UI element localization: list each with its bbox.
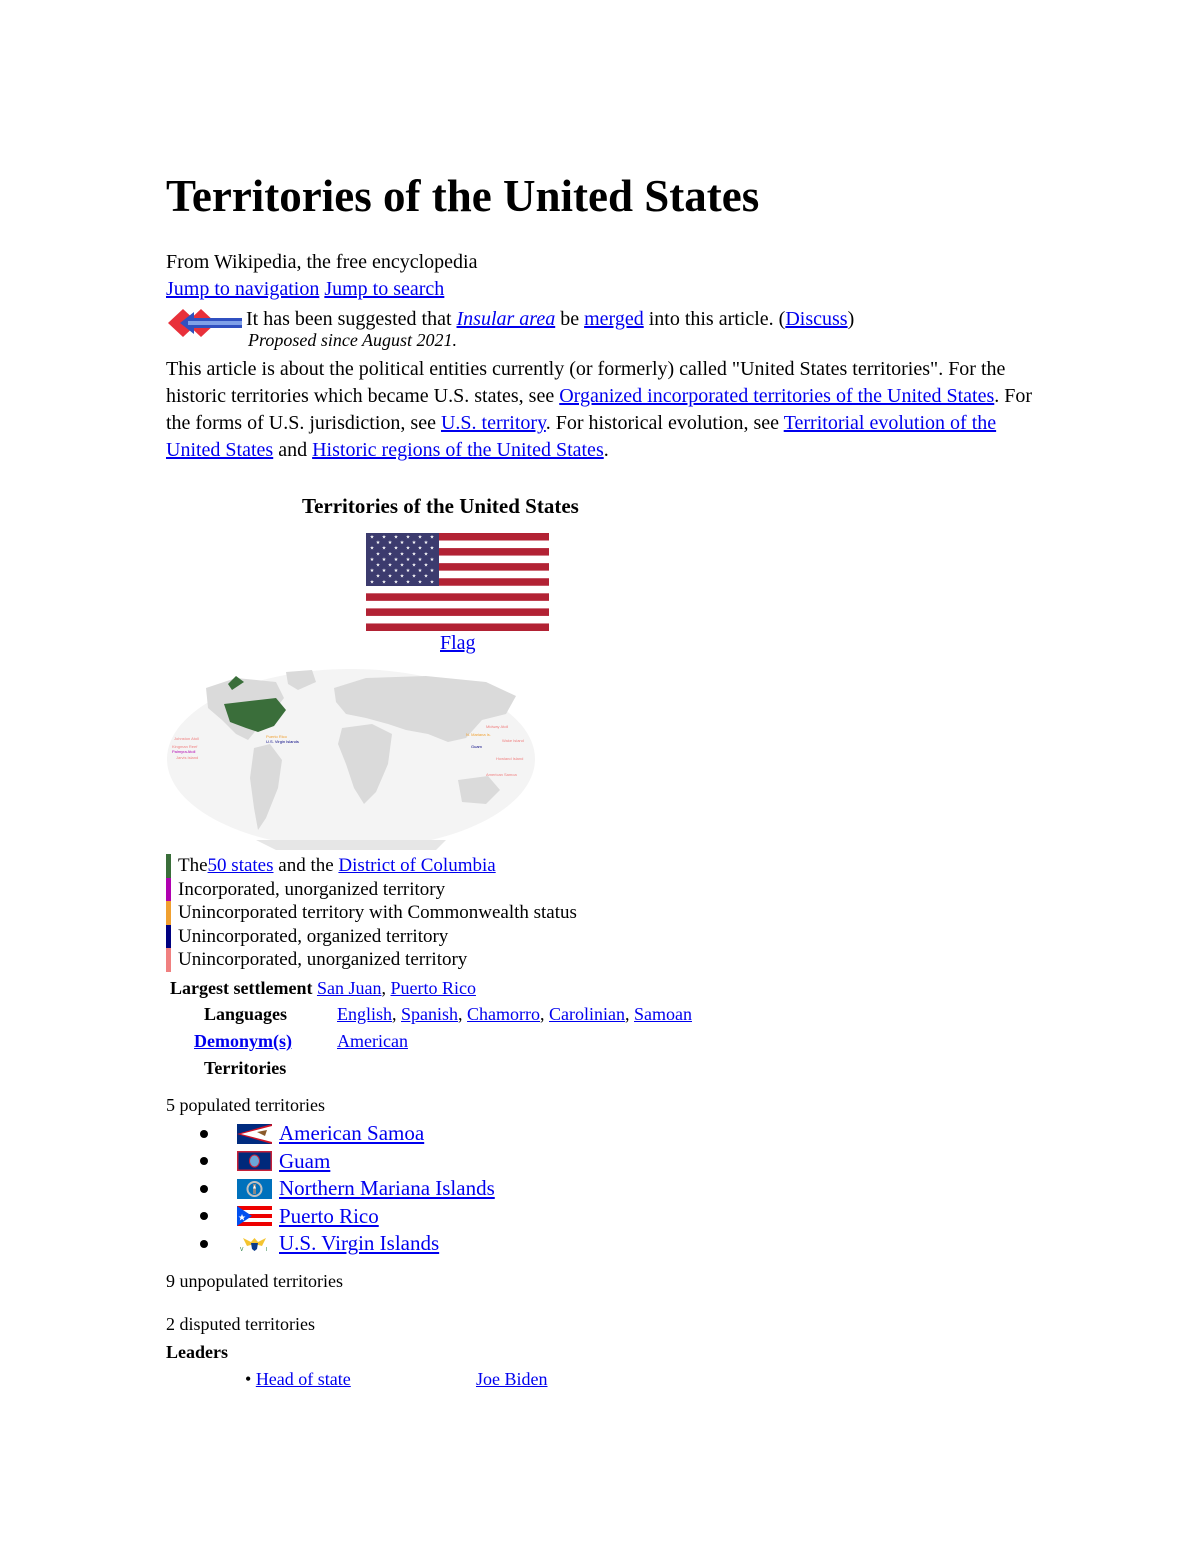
list-item [200, 1120, 495, 1148]
unpopulated-territories: 9 unpopulated territories [166, 1271, 343, 1291]
american-samoa-link[interactable]: American Samoa [279, 1121, 425, 1146]
district-of-columbia-link[interactable]: District of Columbia [338, 855, 496, 876]
san-juan-link[interactable]: San Juan [316, 978, 382, 998]
svg-text:★: ★ [381, 545, 387, 552]
svg-text:★: ★ [393, 545, 399, 552]
organized-incorporated-territories-link[interactable]: Organized incorporated territories of the United States [559, 385, 995, 407]
leaders-label: Leaders [166, 1342, 228, 1362]
svg-text:★: ★ [393, 568, 399, 575]
svg-text:★: ★ [399, 562, 405, 569]
svg-text:Puerto Rico: Puerto Rico [266, 734, 287, 739]
svg-text:★: ★ [405, 568, 411, 575]
legend-text: Unincorporated territory with Commonwealth status [178, 902, 577, 923]
demonym-link[interactable]: Demonym(s) [194, 1031, 292, 1051]
merge-text-3: into this article. ( [643, 308, 786, 330]
legend-text: Unincorporated, organized territory [178, 925, 449, 947]
svg-text:★: ★ [423, 551, 429, 558]
guam-flag-icon [237, 1151, 272, 1171]
svg-text:Jarvis Island: Jarvis Island [176, 755, 199, 760]
svg-text:★: ★ [369, 545, 375, 552]
svg-text:Kingman Reef: Kingman Reef [172, 744, 198, 749]
svg-text:★: ★ [381, 579, 387, 586]
svg-text:★: ★ [423, 562, 429, 569]
jump-to-search-link[interactable]: Jump to search [324, 278, 445, 300]
american-samoa-flag-icon [237, 1124, 272, 1144]
svg-text:★: ★ [417, 534, 423, 541]
territorial-evolution-link[interactable]: Territorial evolution of the United States [166, 412, 997, 461]
svg-text:★: ★ [381, 556, 387, 563]
discuss-link[interactable]: Discuss [785, 308, 848, 330]
populated-territories-list [200, 1120, 495, 1258]
hatnote [166, 356, 1046, 464]
svg-text:★: ★ [405, 579, 411, 586]
svg-text:V: V [240, 1246, 244, 1253]
svg-text:★: ★ [411, 551, 417, 558]
svg-text:★: ★ [417, 545, 423, 552]
svg-text:★: ★ [387, 562, 393, 569]
svg-text:★: ★ [369, 556, 375, 563]
language-link-carolinian[interactable]: Carolinian [549, 1004, 625, 1024]
bullet-icon [200, 1240, 208, 1248]
svg-text:★: ★ [375, 573, 381, 580]
svg-text:★: ★ [399, 573, 405, 580]
svg-text:American Samoa: American Samoa [486, 772, 517, 777]
bullet-icon [200, 1185, 208, 1193]
separator: , [381, 978, 391, 998]
bullet-icon [200, 1157, 208, 1165]
puerto-rico-link[interactable]: Puerto Rico [390, 978, 476, 998]
us-flag-image[interactable] [366, 533, 549, 636]
svg-text:★: ★ [405, 534, 411, 541]
flag-caption [440, 632, 476, 655]
svg-text:★: ★ [375, 540, 381, 547]
us-virgin-islands-link[interactable]: U.S. Virgin Islands [279, 1231, 440, 1256]
svg-text:★: ★ [369, 579, 375, 586]
legend-swatch [166, 925, 171, 949]
svg-text:N. Mariana Is.: N. Mariana Is. [466, 732, 491, 737]
language-link-samoan[interactable]: Samoan [634, 1004, 692, 1024]
svg-text:★: ★ [369, 534, 375, 541]
demonym-value [337, 1029, 408, 1053]
merge-text-1: It has been suggested that [246, 308, 457, 330]
svg-text:Palmyra Atoll: Palmyra Atoll [172, 749, 196, 754]
svg-text:★: ★ [411, 562, 417, 569]
tagline: From Wikipedia, the free encyclopedia [166, 251, 478, 273]
svg-text:★: ★ [417, 556, 423, 563]
legend-text: The [178, 855, 208, 876]
language-link-spanish[interactable]: Spanish [401, 1004, 459, 1024]
svg-text:U.S. Virgin Islands: U.S. Virgin Islands [266, 739, 299, 744]
merge-notice [246, 306, 854, 333]
infobox-title: Territories of the United States [302, 494, 579, 518]
hatnote-text-1: This article is about the political entities currently (or formerly) called "United States territories". For the historic territories which became U.S. states, see [166, 358, 1006, 407]
disputed-territories: 2 disputed territories [166, 1314, 315, 1334]
svg-text:★: ★ [393, 556, 399, 563]
head-of-state-link[interactable]: Head of state [255, 1369, 351, 1389]
list-item [200, 1203, 495, 1231]
insular-area-link[interactable]: Insular area [456, 308, 556, 330]
historic-regions-link[interactable]: Historic regions of the United States [312, 439, 604, 461]
svg-text:★: ★ [417, 579, 423, 586]
language-link-chamorro[interactable]: Chamorro [467, 1004, 541, 1024]
svg-text:Wake Island: Wake Island [502, 738, 524, 743]
svg-text:★: ★ [429, 534, 435, 541]
jump-to-navigation-link[interactable]: Jump to navigation [166, 278, 320, 300]
svg-text:★: ★ [429, 545, 435, 552]
svg-text:★: ★ [429, 579, 435, 586]
svg-text:★: ★ [405, 556, 411, 563]
puerto-rico-flag-icon [237, 1206, 272, 1226]
language-link-english[interactable]: English [337, 1004, 393, 1024]
populated-territories-heading: 5 populated territories [166, 1095, 325, 1115]
svg-text:★: ★ [369, 568, 375, 575]
svg-text:★: ★ [399, 551, 405, 558]
svg-text:★: ★ [405, 545, 411, 552]
page-title: Territories of the United States [166, 171, 760, 221]
svg-text:Howland Island: Howland Island [496, 756, 524, 761]
flag-link[interactable]: Flag [440, 632, 476, 654]
us-territory-link[interactable]: U.S. territory [440, 412, 546, 434]
legend-item-states [166, 854, 577, 878]
svg-text:★: ★ [423, 540, 429, 547]
legend-item-incorporated-unorganized [166, 878, 577, 902]
puerto-rico-link[interactable]: Puerto Rico [279, 1203, 379, 1228]
legend-text: and the [273, 855, 339, 876]
svg-text:★: ★ [381, 568, 387, 575]
svg-text:Midway Atoll: Midway Atoll [486, 724, 509, 729]
svg-text:★: ★ [375, 562, 381, 569]
svg-text:★: ★ [429, 556, 435, 563]
guam-link[interactable]: Guam [279, 1148, 331, 1173]
svg-text:★: ★ [387, 551, 393, 558]
svg-text:★: ★ [393, 534, 399, 541]
bullet-icon [200, 1212, 208, 1220]
jump-links [166, 276, 444, 303]
legend-item-unincorporated-organized [166, 925, 577, 949]
svg-text:Guam: Guam [471, 744, 482, 749]
world-map-image[interactable] [166, 668, 536, 855]
legend-text: Incorporated, unorganized territory [178, 878, 446, 900]
demonym-label [194, 1029, 292, 1053]
territories-label: Territories [204, 1058, 287, 1078]
hatnote-text-3: . For historical evolution, see [545, 412, 784, 434]
hatnote-text-4: and [273, 439, 313, 461]
bullet-icon [200, 1130, 208, 1138]
legend-swatch [166, 878, 171, 902]
legend-item-commonwealth [166, 901, 577, 925]
list-item [200, 1175, 495, 1203]
northern-mariana-islands-flag-icon [237, 1179, 272, 1199]
svg-text:★: ★ [393, 579, 399, 586]
svg-text:★: ★ [399, 540, 405, 547]
svg-text:★: ★ [387, 540, 393, 547]
svg-text:★: ★ [417, 568, 423, 575]
merge-text-2: be [555, 308, 585, 330]
head-of-state-value [476, 1367, 548, 1391]
largest-settlement-row [170, 976, 476, 1000]
merge-arrows-icon [166, 306, 244, 345]
legend-text: Unincorporated, unorganized territory [178, 949, 468, 970]
merge-text-4: ) [847, 308, 855, 330]
svg-text:★: ★ [423, 573, 429, 580]
svg-text:★: ★ [411, 573, 417, 580]
american-link[interactable]: American [337, 1031, 408, 1051]
northern-mariana-islands-link[interactable]: Northern Mariana Islands [279, 1176, 495, 1201]
hatnote-text-2: . For the forms of U.S. jurisdiction, see [166, 385, 1033, 434]
bullet-icon: • [245, 1369, 252, 1389]
svg-text:★: ★ [429, 568, 435, 575]
svg-text:★: ★ [387, 573, 393, 580]
legend-item-unincorporated-unorganized [166, 948, 577, 972]
map-legend [166, 854, 577, 972]
joe-biden-link[interactable]: Joe Biden [476, 1369, 548, 1389]
legend-swatch [166, 901, 171, 925]
largest-settlement-label: Largest settlement [170, 978, 313, 998]
us-virgin-islands-flag-icon [237, 1234, 272, 1254]
svg-text:★: ★ [375, 551, 381, 558]
merge-proposed-date: Proposed since August 2021. [248, 330, 457, 350]
list-item [200, 1230, 495, 1258]
svg-text:I: I [266, 1246, 268, 1253]
languages-label: Languages [204, 1004, 288, 1024]
svg-text:★: ★ [381, 534, 387, 541]
legend-swatch [166, 948, 171, 972]
languages-value: English, Spanish, Chamorro, Carolinian, Samoan [337, 1004, 692, 1024]
list-item [200, 1148, 495, 1176]
svg-text:★: ★ [411, 540, 417, 547]
svg-text:Johnston Atoll: Johnston Atoll [174, 736, 199, 741]
head-of-state-row [245, 1367, 351, 1391]
hatnote-text-5: . [603, 439, 609, 461]
50-states-link[interactable]: 50 states [207, 855, 274, 876]
merged-link[interactable]: merged [584, 308, 644, 330]
legend-swatch [166, 854, 171, 878]
